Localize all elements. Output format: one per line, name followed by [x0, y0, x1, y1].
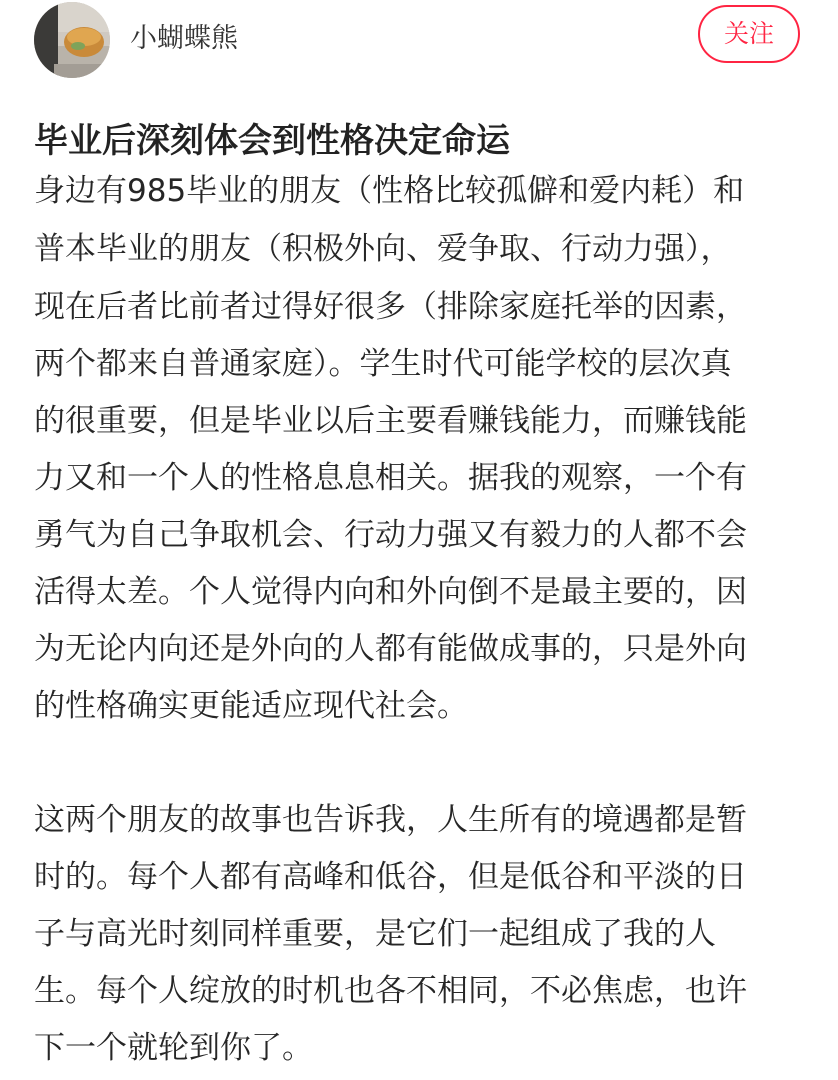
body-line: 身边有985毕业的朋友（性格比较孤僻和爱内耗）和	[34, 173, 745, 209]
follow-button[interactable]: 关注	[698, 5, 800, 63]
body-line: 力又和一个人的性格息息相关。据我的观察，一个有	[34, 460, 747, 496]
body-line: 为无论内向还是外向的人都有能做成事的，只是外向	[34, 631, 747, 667]
body-line: 的性格确实更能适应现代社会。	[34, 688, 468, 724]
author-username[interactable]: 小蝴蝶熊	[130, 23, 238, 54]
post-title: 毕业后深刻体会到性格决定命运	[34, 121, 510, 161]
body-line: 的很重要，但是毕业以后主要看赚钱能力，而赚钱能	[34, 403, 747, 439]
body-line: 勇气为自己争取机会、行动力强又有毅力的人都不会	[34, 517, 747, 553]
body-line: 两个都来自普通家庭）。学生时代可能学校的层次真	[34, 346, 732, 382]
body-line: 时的。每个人都有高峰和低谷，但是低谷和平淡的日	[34, 859, 747, 895]
body-line: 下一个就轮到你了。	[34, 1030, 313, 1066]
avatar-photo-icon	[34, 2, 110, 78]
post-header	[0, 0, 838, 84]
body-line: 活得太差。个人觉得内向和外向倒不是最主要的，因	[34, 574, 747, 610]
body-line: 现在后者比前者过得好很多（排除家庭托举的因素，	[34, 289, 747, 325]
body-line: 这两个朋友的故事也告诉我，人生所有的境遇都是暂	[34, 802, 747, 838]
body-line: 生。每个人绽放的时机也各不相同，不必焦虑，也许	[34, 973, 747, 1009]
body-line: 子与高光时刻同样重要，是它们一起组成了我的人	[34, 916, 716, 952]
body-line: 普本毕业的朋友（积极外向、爱争取、行动力强），	[34, 231, 732, 267]
avatar[interactable]	[34, 2, 110, 78]
